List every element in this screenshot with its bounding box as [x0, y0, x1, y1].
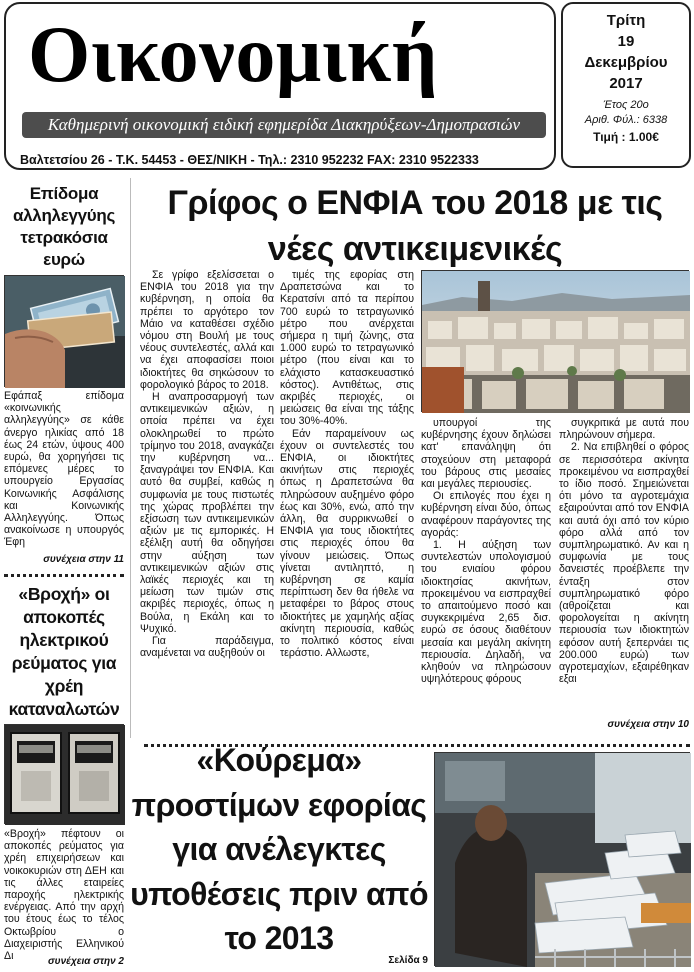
- month: Δεκεμβρίου: [584, 54, 668, 71]
- paragraph: τιμές της εφορίας στη Δραπετσώνα και το Κερατσίνι από τα περίπου 700 ευρώ το τετραγωνικό μέτρο που ανέρχεται σήμερα η τιμή ζώνης, στα 1.000 ευρώ το τετραγωνικό μέτρο (που είναι και το ελάχιστο κατασκευαστικό κόστος). Αντιθέτως, στις ακριβές περιοχές, οι μειώσεις θα είναι της τάξης του 30%-40%.: [280, 269, 414, 428]
- main-headline: Γρίφος ο ΕΝΦΙΑ του 2018 με τις νέες αντικειμενικές: [167, 184, 663, 268]
- page-reference[interactable]: Σελίδα 9: [388, 955, 428, 966]
- meter-illustration: [5, 725, 125, 825]
- sidebar-continued-benefit[interactable]: συνέχεια στην 11: [43, 554, 124, 565]
- date-box: [561, 2, 691, 168]
- newspaper-title: Οικονομική: [28, 11, 438, 99]
- newspaper-subtitle: Καθημερινή οικονομική ειδική εφημερίδα Διακηρύξεων-Δημοπρασιών: [22, 112, 546, 138]
- price: Τιμή : 1.00€: [593, 130, 659, 144]
- money-photo-illustration: [5, 276, 125, 388]
- main-article-col2: [280, 269, 414, 731]
- city-photo: [421, 270, 689, 412]
- paragraph: συγκριτικά με αυτά που πληρώνουν σήμερα.: [559, 417, 689, 442]
- weekday: Τρίτη: [606, 12, 646, 29]
- money-photo: [4, 275, 124, 387]
- electricity-meter-photo: [4, 724, 124, 824]
- column-divider: [130, 178, 131, 738]
- tax-office-illustration: [435, 753, 691, 967]
- tax-office-photo: [434, 752, 690, 966]
- paragraph: Εάν παραμείνουν ως έχουν οι συντελεστές του ΕΝΦΙΑ, οι ιδιοκτήτες ακινήτων στις περιοχές όπως η Δραπετσώνα θα πληρώσουν αυξημένο φόρο έως και 30%, ενώ, από την άλλη, θα συρρικνωθεί ο ΕΝΦΙΑ για τους ιδιοκτήτες στις περιοχές όπου θα γίνουν μειώσεις. Όπως γίνεται αντιληπτό, η κυβέρνηση σε καμία περίπτωση δεν θα ήθελε να μεταφέρει το βάρος στους ιδιοκτήτες με χαμηλής αξίας ακίνητη περιουσία, καθώς το πολιτικό κόστος είναι τεράστιο. Αλλωστε,: [280, 427, 414, 660]
- volume-year: Έτος 20ο: [603, 99, 649, 111]
- paragraph: Η αναπροσαρμογή των αντικειμενικών αξιών, η οποία πρέπει να έχει ολοκληρωθεί το πρώτο τρίμηνο του 2018, αναγκάζει την κυβέρνηση να... ξαναγράψει τον ΕΝΦΙΑ. Και αυτό θα συμβεί, καθώς η συμφωνία με τους πιστωτές της χώρας προβλέπει την εξίσωση των αντικειμενικών αξιών με τις εμπορικές. Η εξέλιξη αυτή θα οδηγήσει στην αύξηση των αντικειμενικών αξιών στις λαϊκές περιοχές και τη μείωση των τιμών στις ακριβές περιοχές, όπως η Βούλα, η Εκάλη και το Ψυχικό.: [140, 391, 274, 635]
- second-headline: «Κούρεμα» προστίμων εφορίας για ανέλεγκτες υποθέσεις πριν από το 2013: [130, 742, 428, 956]
- sidebar-headline-benefit: Επίδομα αλληλεγγύης τετρακόσια ευρώ: [13, 184, 115, 269]
- sidebar-continued-power-cuts[interactable]: συνέχεια στην 2: [48, 956, 124, 967]
- day-number: 19: [617, 33, 635, 50]
- paragraph: 1. Η αύξηση των συντελεστών υπολογισμού του ενιαίου φόρου ιδιοκτησίας ακινήτων, προκειμένου να εισπραχθεί το απαιτούμενο ποσό και συγκεκριμένα 2,65 δισ. ευρώ σε όσους διαθέτουν μεσαία και μεγάλη ακίνητη περιουσία. Δηλαδή, να κληθούν να πληρώσουν υψηλότερους φόρους: [421, 539, 551, 686]
- masthead: [4, 2, 556, 170]
- sidebar-headline-power-cuts: «Βροχή» οι αποκοπές ηλεκτρικού ρεύματος για χρέη καταναλωτών: [8, 584, 120, 719]
- paragraph: Σε γρίφο εξελίσσεται ο ΕΝΦΙΑ του 2018 για την κυβέρνηση, η οποία θα πρέπει το αργότερο τον Μάιο να καταθέσει σχέδιο νόμου στη Βουλή με τους νέους συντελεστές, αλλά και να έχει αποφασίσει ποιοι ιδιοκτήτες θα σηκώσουν το φορολογικό βάρος το 2018.: [140, 269, 274, 391]
- issue-number: Αριθ. Φύλ.: 6338: [584, 114, 668, 126]
- main-article-col4: [559, 417, 689, 717]
- main-article-col3: [421, 417, 551, 731]
- paragraph: υπουργοί της κυβέρνησης έχουν δηλώσει κατ' επανάληψη ότι στοχεύουν στη μεταφορά του βάρους στις μεσαίες και μεγάλες περιουσίες.: [421, 417, 551, 491]
- sidebar-text-power-cuts: «Βροχή» πέφτουν οι αποκοπές ρεύματος για χρέη επιχειρήσεων και νοικοκυριών στη ΔΕΗ και τις άλλες εταιρείες παροχής ηλεκτρικής ενέργειας. Από την αρχή του έτους έως το τέλος Οκτωβρίου ο Διαχειριστής Ελληνικού Δι: [4, 828, 124, 963]
- paragraph: Για παράδειγμα, αναμένεται να αυξηθούν οι: [140, 635, 274, 660]
- main-article-col1: [140, 269, 274, 731]
- city-skyline-illustration: [422, 271, 690, 413]
- main-continued[interactable]: συνέχεια στην 10: [607, 719, 689, 730]
- paragraph: 2. Να επιβληθεί ο φόρος σε περισσότερα ακίνητα προκειμένου να εισπραχθεί το ίδιο ποσό. Σημειώνεται ότι μόνο τα αγροτεμάχια εξαιρούνται από τον ΕΝΦΙΑ και αυτά όχι από τον κύριο φόρο αλλά από τον συμπληρωματικό. Αν και η συμφωνία με τους δανειστές προέβλεπε την ένταξη στον συμπληρωματικό φόρο (αθροίζεται και φορολογείται η ακίνητη περιουσία των ιδιοκτητών εφόσον αυτή ξεπερνάει τις 200.000 ευρώ) των αγροτεμαχίων, εξαιρέθηκαν εξαι: [559, 441, 689, 686]
- year: 2017: [609, 75, 643, 92]
- contact-address: Βαλτετσίου 26 - Τ.Κ. 54453 - ΘΕΣ/ΝΙΚΗ - Τηλ.: 2310 952232 FAX: 2310 9522333: [20, 153, 479, 167]
- paragraph: Οι επιλογές που έχει η κυβέρνηση είναι δύο, όπως αναφέρουν παράγοντες της αγοράς:: [421, 490, 551, 539]
- sidebar-text-benefit: Εφάπαξ επίδομα «κοινωνικής αλληλεγγύης» σε κάθε άνεργο ηλικίας από 18 έως 24 ετών, ύψους 400 ευρώ, θα χορηγήσει τις επόμενες μέρες το υπουργείο Εργασίας Κοινωνικής Ασφάλισης και Κοινωνικής Αλληλεγγύης. Όπως ανακοίνωσε η υπουργός Έφη: [4, 390, 124, 549]
- sidebar-divider: [4, 574, 124, 577]
